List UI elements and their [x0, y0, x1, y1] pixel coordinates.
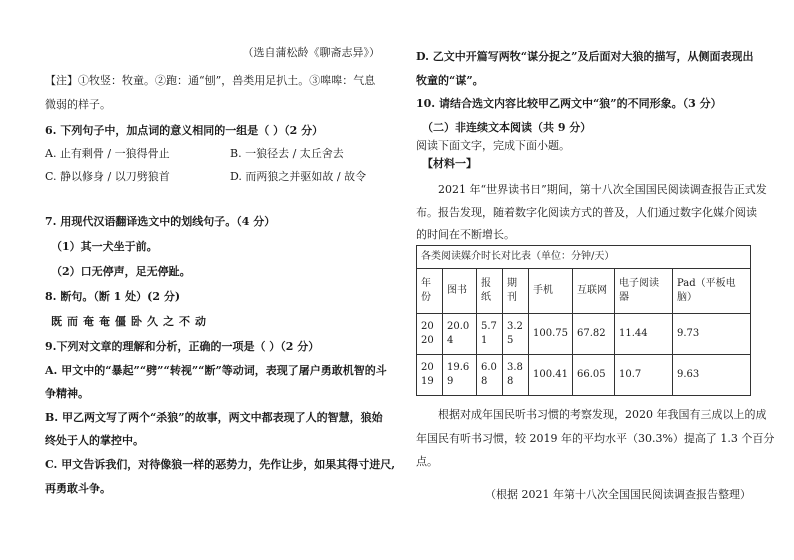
annotation-note-line1: 【注】①牧竖：牧童。②跑：通“刨”，兽类用足扒土。③嗥嗥：气息: [45, 74, 376, 87]
table-cell: 66.05: [573, 355, 615, 396]
question-9-option-c-line2: 再勇敢斗争。: [45, 482, 111, 495]
listening-para-line1: 根据对成年国民听书习惯的考察发现，2020 年我国有三成以上的成: [438, 408, 767, 421]
material-1-source: （根据 2021 年第十八次全国国民阅读调查报告整理）: [485, 488, 751, 501]
question-7-sentence-2: （2）口无停声，足无停趾。: [51, 265, 191, 278]
char: 动: [195, 315, 206, 328]
text-source: （选自蒲松龄《聊斋志异》）: [242, 46, 380, 59]
table-cell: 11.44: [615, 314, 673, 355]
table-cell: 2019: [417, 355, 443, 396]
question-9: 9.下列对文章的理解和分析，正确的一项是（ ）（2 分）: [45, 340, 320, 353]
question-7: 7. 用现代汉语翻译选文中的划线句子。（4 分）: [45, 215, 276, 228]
table-cell: 100.41: [529, 355, 573, 396]
table-cell: 3.25: [503, 314, 529, 355]
char: 而: [67, 315, 78, 328]
table-header-cell: 年份: [417, 269, 443, 314]
question-8-sentence: [51, 315, 211, 329]
char: 卧: [131, 315, 142, 328]
table-header-cell: 电子阅读器: [615, 269, 673, 314]
table-cell: 9.73: [673, 314, 751, 355]
table-cell: 19.69: [443, 355, 477, 396]
char: 奄: [83, 315, 94, 328]
question-9-option-b-line1: B. 甲乙两文写了两个“杀狼”的故事，两文中都表现了人的智慧，狼始: [45, 411, 383, 424]
question-9-option-a-line2: 争精神。: [45, 387, 89, 400]
section-2-heading: （二）非连续文本阅读（共 9 分）: [422, 121, 592, 134]
question-9-option-d-line1: D. 乙文中开篇写两牧“谋分捉之”及后面对大狼的描写，从侧面表现出: [416, 50, 754, 63]
question-6-option-d: D. 而两狼之并驱如故 / 故令: [230, 170, 367, 183]
table-header-cell: Pad（平板电脑）: [673, 269, 751, 314]
char: 不: [179, 315, 190, 328]
question-6-option-b: B. 一狼径去 / 太丘舍去: [230, 147, 344, 160]
material-1-para-line1: 2021 年“世界读书日”期间，第十八次全国国民阅读调查报告正式发: [438, 183, 767, 196]
table-header-cell: 报纸: [477, 269, 503, 314]
material-1-para-line2: 布。报告发现，随着数字化阅读方式的普及，人们通过数字化媒介阅读: [416, 206, 757, 219]
table-row: [417, 314, 751, 355]
table-cell: 67.82: [573, 314, 615, 355]
table-caption: 各类阅读媒介时长对比表（单位：分钟/天）: [417, 246, 751, 269]
reading-media-table: [416, 245, 751, 396]
table-header-cell: 图书: [443, 269, 477, 314]
table-cell: 100.75: [529, 314, 573, 355]
table-header-cell: 手机: [529, 269, 573, 314]
char: 之: [163, 315, 174, 328]
table-cell: 9.63: [673, 355, 751, 396]
table-cell: 5.71: [477, 314, 503, 355]
char: 奄: [99, 315, 110, 328]
annotation-note-line2: 微弱的样子。: [45, 98, 111, 111]
question-6-option-a: A. 止有剩骨 / 一狼得骨止: [45, 147, 170, 160]
table-cell: 2020: [417, 314, 443, 355]
table-header-cell: 期刊: [503, 269, 529, 314]
question-6-option-c: C. 静以修身 / 以刀劈狼首: [45, 170, 170, 183]
question-8: 8. 断句。（断 1 处）(2 分): [45, 290, 181, 303]
question-9-option-c-line1: C. 甲文告诉我们，对待像狼一样的恶势力，先作让步，如果其得寸进尺,: [45, 458, 396, 471]
table-cell: 20.04: [443, 314, 477, 355]
listening-para-line3: 点。: [416, 455, 438, 468]
table-header-cell: 互联网: [573, 269, 615, 314]
material-1-para-line3: 的时间在不断增长。: [416, 228, 515, 241]
char: 僵: [115, 315, 126, 328]
question-7-sentence-1: （1）其一犬坐于前。: [51, 240, 158, 253]
question-6: 6. 下列句子中，加点词的意义相同的一组是（ ）（2 分）: [45, 124, 324, 137]
table-row: [417, 355, 751, 396]
question-10: 10. 请结合选文内容比较甲乙两文中“狼”的不同形象。（3 分）: [416, 97, 722, 110]
table-cell: 6.08: [477, 355, 503, 396]
question-9-option-b-line2: 终处于人的掌控中。: [45, 434, 144, 447]
question-9-option-a-line1: A. 甲文中的“暴起”“劈”“转视”“断”等动词，表现了屠户勇敢机智的斗: [45, 364, 387, 377]
table-cell: 3.88: [503, 355, 529, 396]
section-2-instruction: 阅读下面文字，完成下面小题。: [416, 139, 570, 152]
char: 久: [147, 315, 158, 328]
char: 既: [51, 315, 62, 328]
table-header-row: [417, 269, 751, 314]
question-9-option-d-line2: 牧童的“谋”。: [416, 74, 484, 87]
material-1-heading: 【材料一】: [422, 157, 477, 170]
listening-para-line2: 年国民有听书习惯，较 2019 年的平均水平（30.3%）提高了 1.3 个百分: [416, 432, 775, 445]
table-cell: 10.7: [615, 355, 673, 396]
